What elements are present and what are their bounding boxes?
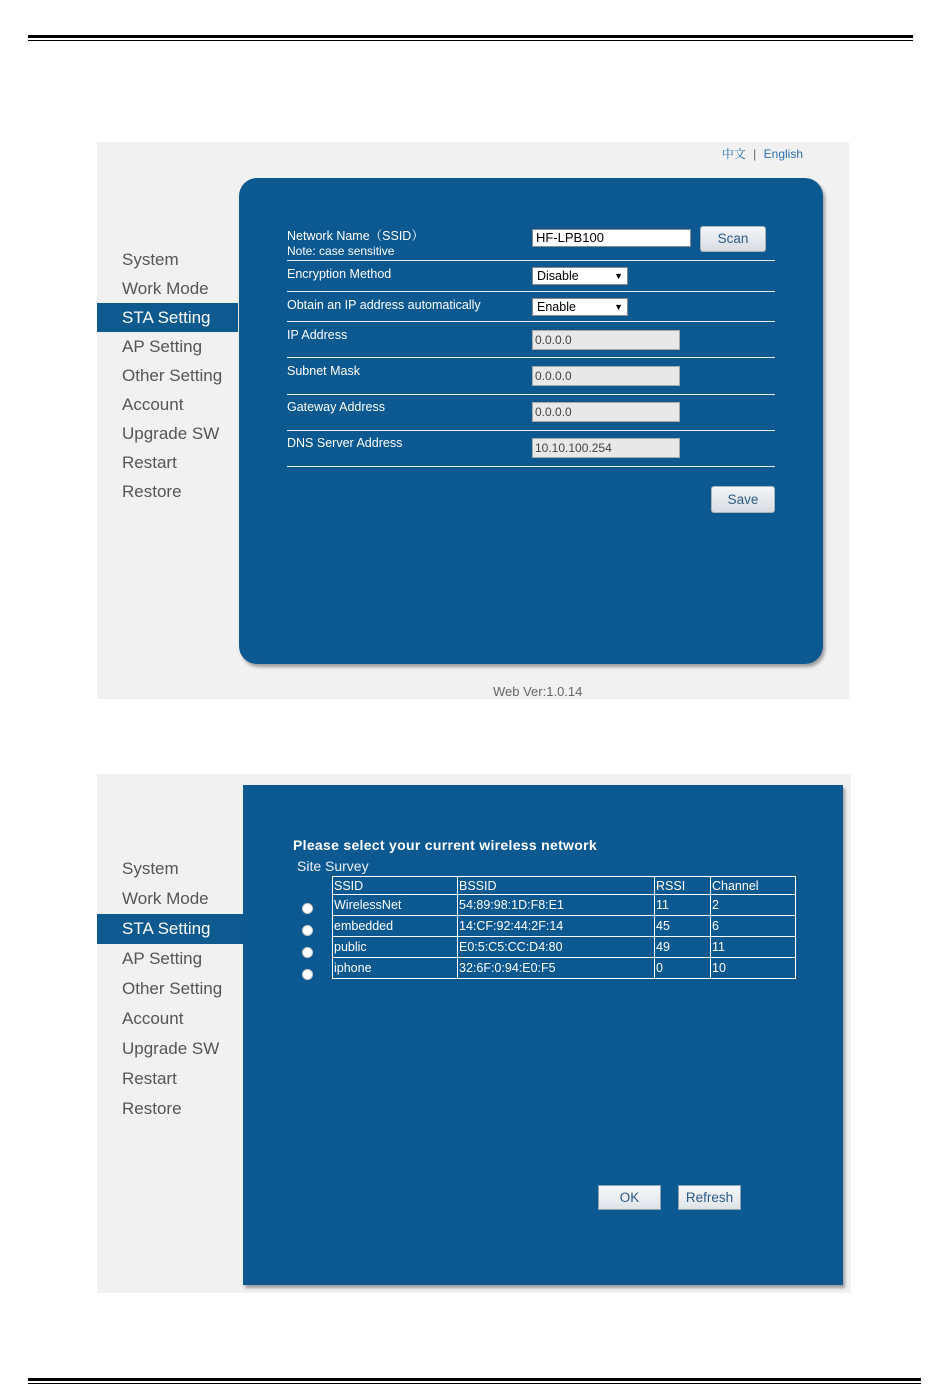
network-radio-4[interactable] [302, 969, 313, 980]
site-survey-screenshot [97, 774, 851, 1293]
table-row[interactable] [333, 937, 796, 958]
nav-item-restart[interactable]: Restart [122, 453, 177, 472]
rssi-cell: 11 [655, 895, 711, 916]
column-header-ssid: SSID [333, 877, 458, 895]
ip-address-field[interactable]: 0.0.0.0 [532, 330, 680, 350]
lang-separator: | [753, 147, 757, 161]
column-header-bssid: BSSID [458, 877, 655, 895]
language-switcher [722, 145, 803, 162]
nav-item-work-mode[interactable]: Work Mode [122, 889, 209, 908]
site-survey-subtitle: Site Survey [297, 858, 369, 874]
table-row[interactable] [333, 895, 796, 916]
nav-item-sta-setting[interactable]: STA Setting [97, 914, 243, 944]
dhcp-row [287, 292, 775, 322]
bssid-cell: 54:89:98:1D:F8:E1 [458, 895, 655, 916]
bssid-cell: 14:CF:92:44:2F:14 [458, 916, 655, 937]
subnet-mask-field[interactable]: 0.0.0.0 [532, 366, 680, 386]
nav-item-sta-setting[interactable]: STA Setting [97, 303, 238, 332]
table-row[interactable] [333, 958, 796, 979]
channel-cell: 10 [711, 958, 796, 979]
bssid-cell: E0:5:C5:CC:D4:80 [458, 937, 655, 958]
ok-button[interactable]: OK [598, 1185, 661, 1210]
subnet-mask-label: Subnet Mask [287, 364, 360, 378]
mask-row [287, 358, 775, 395]
dhcp-select[interactable] [532, 298, 628, 316]
ssid-cell: embedded [333, 916, 458, 937]
channel-cell: 2 [711, 895, 796, 916]
nav-item-restore[interactable]: Restore [122, 1099, 182, 1118]
top-rule [28, 35, 913, 41]
table-header-row [333, 877, 796, 895]
dns-label: DNS Server Address [287, 436, 403, 450]
lang-chinese-link[interactable]: 中文 [721, 147, 746, 161]
site-survey-table [332, 876, 796, 979]
rssi-cell: 49 [655, 937, 711, 958]
chevron-down-icon: ▼ [614, 271, 623, 281]
rssi-cell: 45 [655, 916, 711, 937]
ssid-note: Note: case sensitive [287, 244, 395, 258]
gateway-label: Gateway Address [287, 400, 385, 414]
ip-label: IP Address [287, 328, 348, 342]
channel-cell: 11 [711, 937, 796, 958]
ssid-cell: iphone [333, 958, 458, 979]
nav-item-ap-setting[interactable]: AP Setting [122, 337, 203, 356]
ssid-cell: public [333, 937, 458, 958]
sidebar-nav [97, 854, 243, 1124]
dns-row [287, 431, 775, 467]
encryption-row [287, 261, 775, 292]
ssid-cell: WirelessNet [333, 895, 458, 916]
nav-item-ap-setting[interactable]: AP Setting [122, 949, 203, 968]
nav-item-upgrade-sw[interactable]: Upgrade SW [122, 1039, 220, 1058]
nav-item-other-setting[interactable]: Other Setting [122, 366, 223, 385]
refresh-button[interactable]: Refresh [678, 1185, 741, 1210]
gateway-row [287, 395, 775, 431]
bssid-cell: 32:6F:0:94:E0:F5 [458, 958, 655, 979]
column-header-channel: Channel [711, 877, 796, 895]
site-survey-panel [243, 785, 843, 1285]
web-version: Web Ver:1.0.14 [493, 684, 583, 699]
nav-item-account[interactable]: Account [122, 1009, 184, 1028]
network-radio-2[interactable] [302, 925, 313, 936]
nav-item-restart[interactable]: Restart [122, 1069, 177, 1088]
encryption-label: Encryption Method [287, 267, 392, 281]
ip-row [287, 322, 775, 358]
ssid-label: Network Name（SSID） [287, 229, 424, 243]
sidebar-nav [97, 245, 238, 506]
nav-item-work-mode[interactable]: Work Mode [122, 279, 209, 298]
network-radio-3[interactable] [302, 947, 313, 958]
nav-item-restore[interactable]: Restore [122, 482, 182, 501]
scan-button[interactable]: Scan [700, 226, 766, 252]
column-header-rssi: RSSI [655, 877, 711, 895]
nav-item-other-setting[interactable]: Other Setting [122, 979, 223, 998]
rssi-cell: 0 [655, 958, 711, 979]
dns-field[interactable]: 10.10.100.254 [532, 438, 680, 458]
nav-item-account[interactable]: Account [122, 395, 184, 414]
chevron-down-icon: ▼ [614, 302, 623, 312]
encryption-select[interactable] [532, 267, 628, 285]
nav-item-system[interactable]: System [122, 859, 179, 878]
table-row[interactable] [333, 916, 796, 937]
gateway-field[interactable]: 0.0.0.0 [532, 402, 680, 422]
encryption-select-value: Disable [537, 269, 579, 283]
sta-setting-screenshot [97, 142, 849, 699]
save-button[interactable]: Save [711, 486, 775, 513]
dhcp-select-value: Enable [537, 300, 576, 314]
ssid-input[interactable] [532, 229, 691, 247]
sta-setting-panel [239, 178, 823, 664]
nav-item-upgrade-sw[interactable]: Upgrade SW [122, 424, 220, 443]
ssid-row [287, 226, 775, 261]
dhcp-label: Obtain an IP address automatically [287, 298, 481, 312]
nav-item-system[interactable]: System [122, 250, 179, 269]
network-radio-1[interactable] [302, 903, 313, 914]
bottom-rule [28, 1378, 921, 1384]
site-survey-title: Please select your current wireless network [293, 837, 597, 853]
channel-cell: 6 [711, 916, 796, 937]
lang-english-link[interactable]: English [763, 147, 803, 161]
